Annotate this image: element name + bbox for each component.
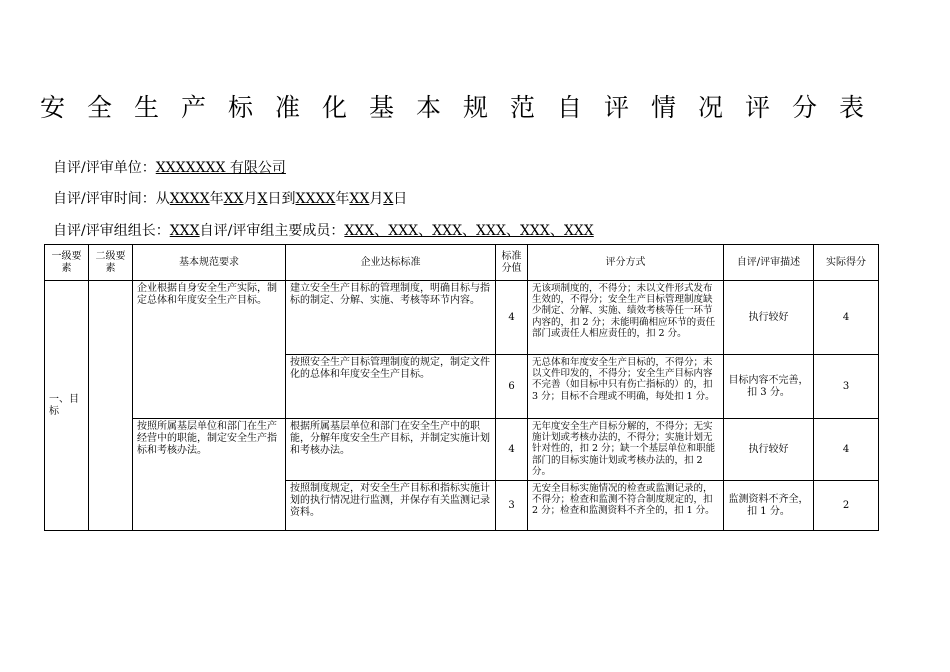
team-members: XXX、XXX、XXX、XXX、XXX、XXX (344, 223, 594, 239)
header-std: 企业达标标准 (286, 245, 496, 281)
score-cell: 4 (496, 419, 528, 481)
page-title: 安全生产标准化基本规范自评情况评分表 (40, 93, 887, 122)
table-row (45, 419, 879, 481)
standard-cell: 根据所属基层单位和部门在安全生产中的职能，分解年度安全生产目标，并制定实施计划和考核办法。 (286, 419, 496, 481)
method-cell: 无该项制度的，不得分；未以文件形式发布生效的，不得分；安全生产目标管理制度缺少制定、分解、实施、绩效考核等任一环节内容的，扣 2 分；未能明确相应环节的责任部门或责任人相应责任的，扣 2 分。 (528, 281, 724, 355)
header-req: 基本规范要求 (133, 245, 286, 281)
time-line (53, 188, 407, 208)
actual-cell: 3 (814, 355, 879, 419)
desc-cell: 监测资料不齐全，扣 1 分。 (724, 481, 814, 531)
team-mid: 自评/评审组主要成员： (199, 223, 345, 239)
score-cell: 3 (496, 481, 528, 531)
team-line (53, 220, 594, 240)
time-text: 日 (393, 191, 408, 207)
method-cell: 无年度安全生产目标分解的，不得分；无实施计划或考核办法的，不得分；实施计划无针对性的，扣 2 分；缺一个基层单位和职能部门的目标实施计划或考核办法的，扣 2 分。 (528, 419, 724, 481)
desc-cell: 执行较好 (724, 281, 814, 355)
end-day: X (383, 191, 394, 207)
standard-cell: 按照安全生产目标管理制度的规定，制定文件化的总体和年度安全生产目标。 (286, 355, 496, 419)
header-actual: 实际得分 (814, 245, 879, 281)
desc-cell: 目标内容不完善，扣 3 分。 (724, 355, 814, 419)
header-lvl1: 一级要素 (45, 245, 89, 281)
start-month: XX (223, 191, 244, 207)
header-lvl2: 二级要素 (89, 245, 133, 281)
time-text: 月 (369, 191, 384, 207)
method-cell: 无安全目标实施情况的检查或监测记录的，不得分；检查和监测不符合制度规定的，扣 2 分；检查和监测资料不齐全的，扣 1 分。 (528, 481, 724, 531)
team-label: 自评/评审组组长： (53, 223, 170, 239)
time-text: 月 (243, 191, 258, 207)
header-row (45, 245, 879, 281)
requirement-cell: 企业根据自身安全生产实际，制定总体和年度安全生产目标。 (133, 281, 286, 419)
actual-cell: 4 (814, 281, 879, 355)
score-table (44, 244, 879, 531)
time-text: 日到 (267, 191, 296, 207)
header-method: 评分方式 (528, 245, 724, 281)
desc-cell: 执行较好 (724, 419, 814, 481)
method-cell: 无总体和年度安全生产目标的，不得分；未以文件印发的，不得分；安全生产目标内容不完善（如目标中只有伤亡指标的）的，扣 3 分；目标不合理或不明确，每处扣 1 分。 (528, 355, 724, 419)
actual-cell: 4 (814, 419, 879, 481)
team-leader: XXX (169, 223, 200, 239)
time-label: 自评/评审时间：从 (53, 191, 170, 207)
unit-label: 自评/评审单位： (53, 160, 156, 176)
category-cell: 一、目标 (45, 281, 89, 531)
lvl2-cell (89, 281, 133, 531)
end-month: XX (349, 191, 370, 207)
end-year: XXXX (295, 191, 336, 207)
table-row (45, 281, 879, 355)
unit-line (53, 157, 286, 177)
header-score-std: 标准分值 (496, 245, 528, 281)
header-desc: 自评/评审描述 (724, 245, 814, 281)
unit-value: XXXXXXX 有限公司 (155, 160, 286, 176)
time-text: 年 (209, 191, 224, 207)
score-cell: 4 (496, 281, 528, 355)
time-text: 年 (335, 191, 350, 207)
actual-cell: 2 (814, 481, 879, 531)
requirement-cell: 按照所属基层单位和部门在生产经营中的职能，制定安全生产指标和考核办法。 (133, 419, 286, 531)
standard-cell: 建立安全生产目标的管理制度，明确目标与指标的制定、分解、实施、考核等环节内容。 (286, 281, 496, 355)
start-year: XXXX (169, 191, 210, 207)
start-day: X (257, 191, 268, 207)
standard-cell: 按照制度规定，对安全生产目标和指标实施计划的执行情况进行监测，并保存有关监测记录资料。 (286, 481, 496, 531)
score-cell: 6 (496, 355, 528, 419)
